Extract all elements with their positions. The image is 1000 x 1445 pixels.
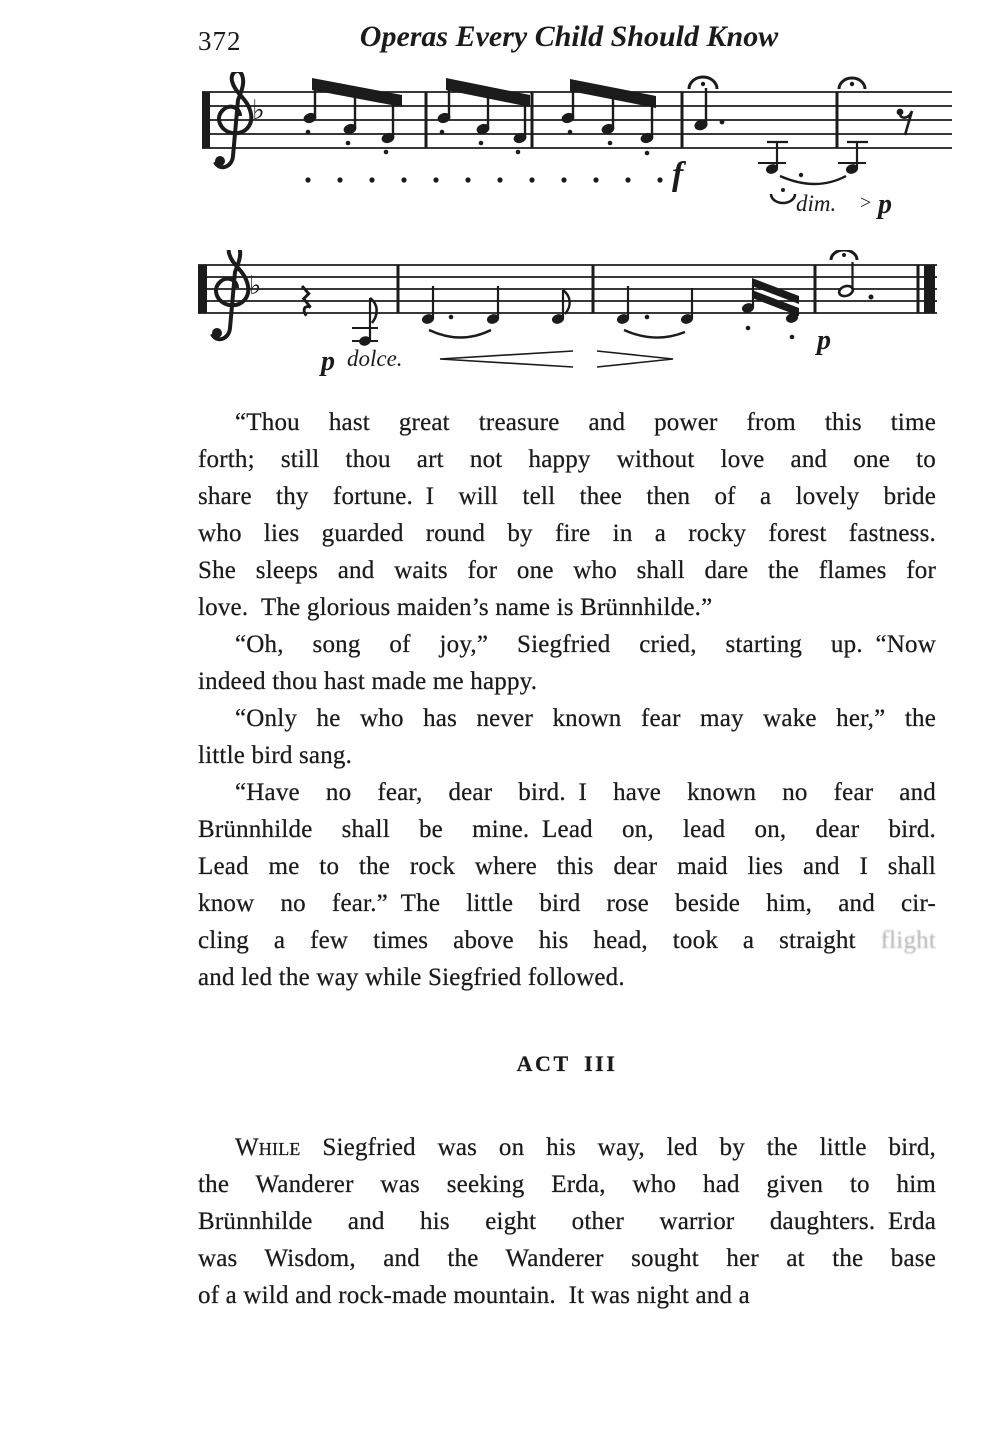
text-line <box>198 922 936 959</box>
text-segment: indeed thou hast made me happy. <box>198 668 538 695</box>
system-start-bar <box>202 92 210 148</box>
text-line <box>198 1129 936 1166</box>
text-segment-faded: flight <box>880 927 936 954</box>
text-segment: “Have no fear, dear bird. I have known no fear and <box>235 779 936 806</box>
text-line <box>198 737 936 774</box>
text-segment: and led the way while Siegfried followed. <box>198 964 625 991</box>
treble-clef-icon <box>212 250 248 339</box>
eighth-rest-icon <box>897 109 912 135</box>
paragraph <box>198 700 936 774</box>
text-segment: the Wanderer was seeking Erda, who had given to him <box>198 1171 936 1198</box>
text-line <box>198 774 936 811</box>
flat-sign-icon: ♭ <box>249 271 262 300</box>
text-segment: who lies guarded round by fire in a rocky forest fastness. <box>198 520 936 547</box>
text-line <box>198 441 936 478</box>
dolce-label: dolce. <box>347 346 403 371</box>
text-segment-sc: While <box>235 1134 301 1161</box>
music-staff-1 <box>200 72 956 227</box>
dynamic-p: p <box>321 346 335 377</box>
paragraph <box>198 404 936 626</box>
flat-sign-icon: ♭ <box>252 95 265 125</box>
beamed-note-group <box>742 278 799 339</box>
text-segment: Lead me to the rock where this dear maid lies and I shall <box>198 853 936 880</box>
text-line <box>198 1166 936 1203</box>
text-line <box>198 589 936 626</box>
fermata-note <box>689 77 724 131</box>
system-start-bar <box>198 265 207 313</box>
fermata-half-note <box>831 250 874 300</box>
crescendo-hairpin <box>440 351 573 367</box>
text-line <box>198 1277 936 1314</box>
low-eighth-note <box>352 298 378 346</box>
text-line <box>198 1240 936 1277</box>
paragraph <box>198 1129 936 1314</box>
text-segment: know no fear.” The little bird rose beside him, and cir- <box>198 890 936 917</box>
decrescendo-mark: > <box>860 192 872 214</box>
text-line <box>198 663 936 700</box>
text-line <box>198 811 936 848</box>
text-segment: Brünnhilde shall be mine. Lead on, lead on, dear bird. <box>198 816 936 843</box>
text-line <box>198 515 936 552</box>
page-number: 372 <box>198 26 242 56</box>
decrescendo-hairpin <box>597 351 673 367</box>
paragraph <box>198 774 936 996</box>
dynamic-p: p <box>817 325 831 356</box>
note-group <box>617 286 694 338</box>
text-line <box>198 1203 936 1240</box>
text-segment: of a wild and rock-made mountain. It was night and a <box>198 1282 750 1309</box>
dynamic-p: p <box>878 189 892 220</box>
text-segment: forth; still thou art not happy without love and one to <box>198 446 936 473</box>
text-line <box>198 848 936 885</box>
beamed-note-group <box>561 79 656 155</box>
beamed-note-group <box>303 78 402 154</box>
text-segment: “Oh, song of joy,” Siegfried cried, starting up. “Now <box>235 631 936 658</box>
text-segment: cling a few times above his head, took a straight <box>198 927 881 954</box>
text-line <box>198 404 936 441</box>
text-segment: She sleeps and waits for one who shall dare the flames for <box>198 557 936 584</box>
text-segment: was Wisdom, and the Wanderer sought her at the base <box>198 1245 936 1272</box>
text-line <box>198 959 936 996</box>
running-title: Operas Every Child Should Know <box>359 20 779 53</box>
text-segment: “Only he who has never known fear may wake her,” the <box>235 705 936 732</box>
dynamic-f: f <box>672 156 684 193</box>
paragraph <box>198 626 936 700</box>
note-group <box>422 286 570 338</box>
beamed-note-group <box>437 78 530 154</box>
text-segment: Siegfried was on his way, led by the little bird, <box>300 1134 936 1161</box>
text-segment: little bird sang. <box>198 742 353 769</box>
text-segment: “Thou hast great treasure and power from this time <box>235 409 936 436</box>
text-segment: love. The glorious maiden’s name is Brünnhilde.” <box>198 594 713 621</box>
text-line <box>198 552 936 589</box>
text-segment: Brünnhilde and his eight other warrior daughters. Erda <box>198 1208 936 1235</box>
leader-dots <box>305 177 662 182</box>
text-column <box>198 404 936 1314</box>
text-segment: share thy fortune. I will tell thee then of a lovely bride <box>198 483 936 510</box>
low-tied-notes <box>758 78 868 203</box>
text-line <box>198 478 936 515</box>
text-line <box>198 885 936 922</box>
text-line <box>198 700 936 737</box>
music-staff-2 <box>195 250 945 405</box>
act-heading: ACT III <box>516 1051 618 1076</box>
dim-label: dim. <box>796 191 837 216</box>
text-line <box>198 626 936 663</box>
